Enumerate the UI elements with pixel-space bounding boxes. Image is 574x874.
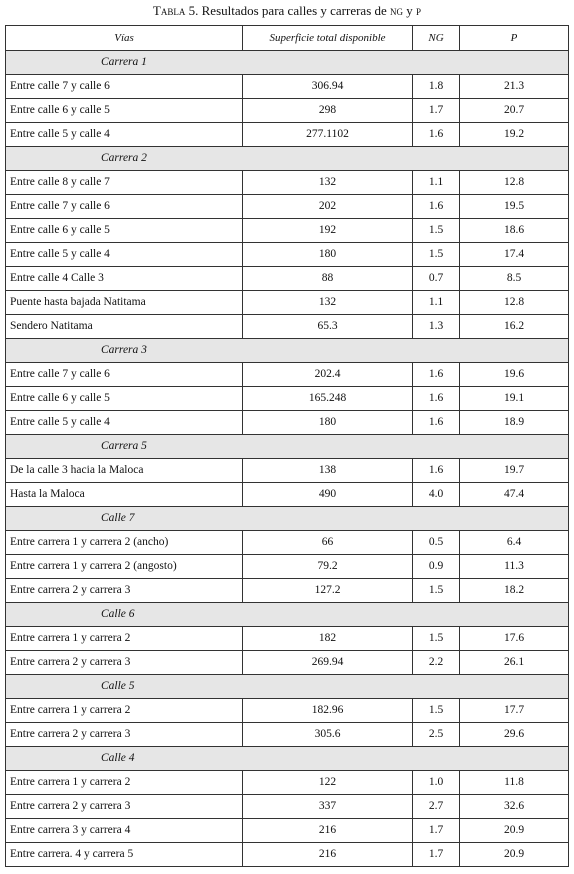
via-cell: Entre calle 7 y calle 6 [6,75,243,99]
table-row [6,387,569,411]
superficie-cell: 165.248 [243,387,413,411]
ng-cell: 1.7 [413,843,460,867]
via-cell: Entre carrera 3 y carrera 4 [6,819,243,843]
table-row [6,483,569,507]
table-row [6,291,569,315]
via-cell: Hasta la Maloca [6,483,243,507]
via-cell: Entre carrera 1 y carrera 2 [6,699,243,723]
p-cell: 11.3 [460,555,569,579]
ng-cell: 1.5 [413,579,460,603]
via-cell: Entre calle 7 y calle 6 [6,195,243,219]
table-caption [0,2,574,20]
p-cell: 21.3 [460,75,569,99]
p-cell: 19.6 [460,363,569,387]
superficie-cell: 65.3 [243,315,413,339]
via-cell: Entre calle 6 y calle 5 [6,219,243,243]
group-title: Carrera 5 [6,435,569,459]
ng-cell: 2.2 [413,651,460,675]
ng-cell: 2.5 [413,723,460,747]
table-row [6,195,569,219]
p-cell: 32.6 [460,795,569,819]
p-cell: 19.5 [460,195,569,219]
table-row [6,843,569,867]
via-cell: Entre carrera 1 y carrera 2 (angosto) [6,555,243,579]
table-row [6,531,569,555]
superficie-cell: 490 [243,483,413,507]
ng-cell: 0.5 [413,531,460,555]
superficie-cell: 79.2 [243,555,413,579]
p-cell: 17.6 [460,627,569,651]
p-cell: 19.1 [460,387,569,411]
table-row [6,411,569,435]
via-cell: Entre carrera. 4 y carrera 5 [6,843,243,867]
group-row [6,51,569,75]
table-row [6,219,569,243]
ng-cell: 1.6 [413,387,460,411]
p-cell: 8.5 [460,267,569,291]
via-cell: Puente hasta bajada Natitama [6,291,243,315]
superficie-cell: 132 [243,171,413,195]
ng-cell: 4.0 [413,483,460,507]
via-cell: Entre carrera 2 y carrera 3 [6,723,243,747]
p-cell: 47.4 [460,483,569,507]
table-row [6,363,569,387]
ng-cell: 1.5 [413,219,460,243]
via-cell: Entre calle 6 y calle 5 [6,99,243,123]
via-cell: Entre carrera 1 y carrera 2 (ancho) [6,531,243,555]
results-table [5,25,569,867]
superficie-cell: 298 [243,99,413,123]
superficie-cell: 122 [243,771,413,795]
via-cell: Entre carrera 2 y carrera 3 [6,795,243,819]
via-cell: Entre calle 7 y calle 6 [6,363,243,387]
table-row [6,75,569,99]
superficie-cell: 305.6 [243,723,413,747]
via-cell: Entre calle 5 y calle 4 [6,411,243,435]
table-row [6,171,569,195]
superficie-cell: 202.4 [243,363,413,387]
via-cell: De la calle 3 hacia la Maloca [6,459,243,483]
superficie-cell: 182 [243,627,413,651]
header-vias: Vías [6,26,243,51]
ng-cell: 1.7 [413,819,460,843]
table-row [6,243,569,267]
ng-cell: 1.6 [413,195,460,219]
ng-cell: 1.6 [413,459,460,483]
ng-cell: 1.3 [413,315,460,339]
caption-y: y [406,3,413,18]
superficie-cell: 88 [243,267,413,291]
via-cell: Entre carrera 1 y carrera 2 [6,627,243,651]
group-row [6,435,569,459]
table-row [6,651,569,675]
p-cell: 19.7 [460,459,569,483]
group-title: Calle 4 [6,747,569,771]
table-row [6,123,569,147]
superficie-cell: 180 [243,243,413,267]
superficie-cell: 216 [243,843,413,867]
via-cell: Entre calle 5 y calle 4 [6,123,243,147]
p-cell: 17.4 [460,243,569,267]
p-cell: 17.7 [460,699,569,723]
ng-cell: 1.6 [413,363,460,387]
table-row [6,627,569,651]
ng-cell: 1.8 [413,75,460,99]
table-row [6,99,569,123]
ng-cell: 1.6 [413,411,460,435]
via-cell: Entre calle 8 y calle 7 [6,171,243,195]
header-ng: NG [413,26,460,51]
ng-cell: 1.1 [413,171,460,195]
p-cell: 20.9 [460,819,569,843]
table-row [6,723,569,747]
group-row [6,507,569,531]
superficie-cell: 127.2 [243,579,413,603]
p-cell: 16.2 [460,315,569,339]
caption-ng: ng [390,3,404,18]
superficie-cell: 269.94 [243,651,413,675]
group-title: Carrera 2 [6,147,569,171]
ng-cell: 1.5 [413,243,460,267]
via-cell: Entre calle 5 y calle 4 [6,243,243,267]
via-cell: Entre calle 6 y calle 5 [6,387,243,411]
p-cell: 18.6 [460,219,569,243]
via-cell: Entre carrera 2 y carrera 3 [6,579,243,603]
header-superficie: Superficie total disponible [243,26,413,51]
superficie-cell: 180 [243,411,413,435]
ng-cell: 1.6 [413,123,460,147]
p-cell: 18.2 [460,579,569,603]
p-cell: 12.8 [460,171,569,195]
table-row [6,315,569,339]
p-cell: 12.8 [460,291,569,315]
header-row [6,26,569,51]
table-row [6,267,569,291]
header-p: P [460,26,569,51]
table-row [6,795,569,819]
superficie-cell: 138 [243,459,413,483]
caption-text: Resultados para calles y carreras de [201,3,387,18]
group-title: Calle 7 [6,507,569,531]
group-row [6,603,569,627]
table-row [6,579,569,603]
group-title: Carrera 3 [6,339,569,363]
superficie-cell: 337 [243,795,413,819]
via-cell: Entre carrera 2 y carrera 3 [6,651,243,675]
table-body [6,51,569,867]
table-row [6,819,569,843]
superficie-cell: 216 [243,819,413,843]
ng-cell: 0.9 [413,555,460,579]
ng-cell: 1.1 [413,291,460,315]
group-title: Carrera 1 [6,51,569,75]
via-cell: Entre calle 4 Calle 3 [6,267,243,291]
p-cell: 18.9 [460,411,569,435]
caption-p: p [416,3,422,18]
superficie-cell: 132 [243,291,413,315]
ng-cell: 0.7 [413,267,460,291]
superficie-cell: 66 [243,531,413,555]
via-cell: Sendero Natitama [6,315,243,339]
ng-cell: 2.7 [413,795,460,819]
group-row [6,339,569,363]
superficie-cell: 182.96 [243,699,413,723]
p-cell: 20.9 [460,843,569,867]
superficie-cell: 192 [243,219,413,243]
ng-cell: 1.5 [413,699,460,723]
table-row [6,699,569,723]
superficie-cell: 277.1102 [243,123,413,147]
p-cell: 11.8 [460,771,569,795]
table-row [6,459,569,483]
group-title: Calle 6 [6,603,569,627]
via-cell: Entre carrera 1 y carrera 2 [6,771,243,795]
caption-prefix: Tabla 5. [152,3,199,18]
ng-cell: 1.0 [413,771,460,795]
p-cell: 6.4 [460,531,569,555]
ng-cell: 1.7 [413,99,460,123]
group-row [6,747,569,771]
p-cell: 29.6 [460,723,569,747]
superficie-cell: 202 [243,195,413,219]
ng-cell: 1.5 [413,627,460,651]
table-row [6,771,569,795]
group-row [6,675,569,699]
group-title: Calle 5 [6,675,569,699]
p-cell: 20.7 [460,99,569,123]
p-cell: 19.2 [460,123,569,147]
table-row [6,555,569,579]
p-cell: 26.1 [460,651,569,675]
group-row [6,147,569,171]
superficie-cell: 306.94 [243,75,413,99]
